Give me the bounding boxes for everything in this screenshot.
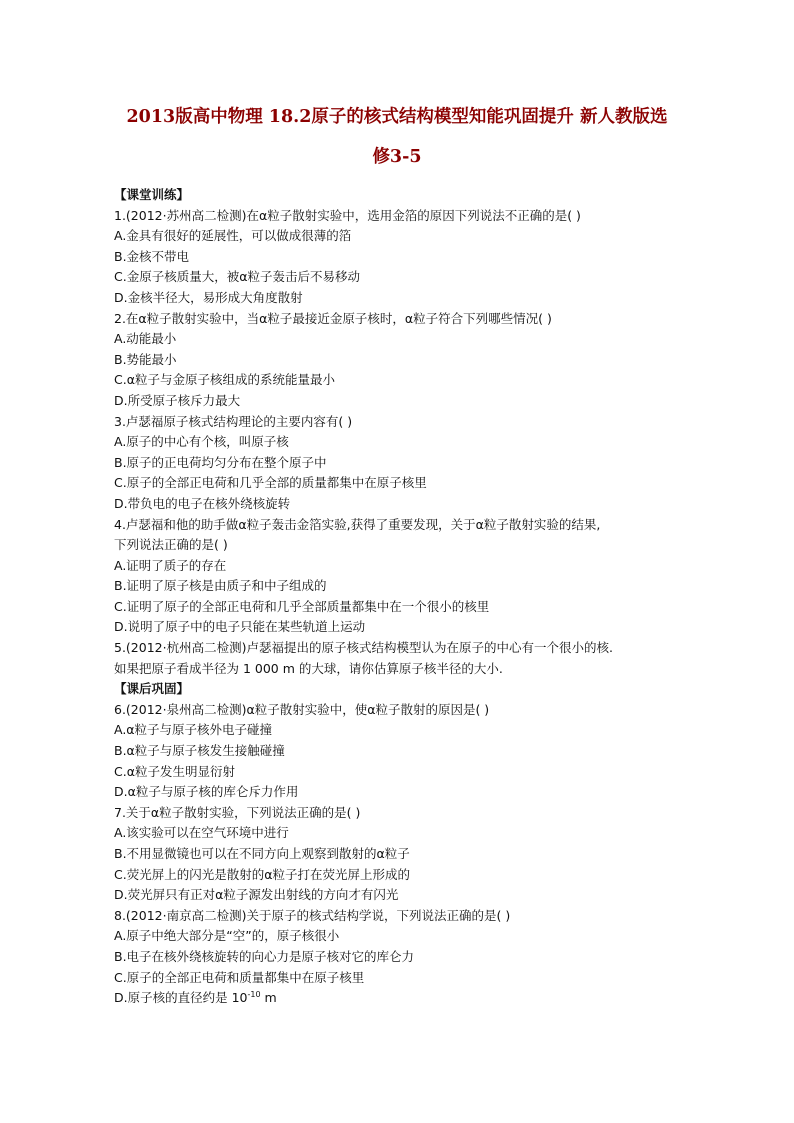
question-6-option-c: C.α粒子发生明显衍射 xyxy=(114,763,235,779)
question-2-option-b: B.势能最小 xyxy=(114,351,177,367)
document-title-line-2: 修3-5 xyxy=(372,147,422,167)
question-4-stem-line-1: 4.卢瑟福和他的助手做α粒子轰击金箔实验,获得了重要发现，关于α粒子散射实验的结果, xyxy=(114,516,601,532)
section-heading-after-class: 【课后巩固】 xyxy=(114,681,190,697)
question-3-stem: 3.卢瑟福原子核式结构理论的主要内容有( ) xyxy=(114,413,353,429)
question-8-option-b: B.电子在核外绕核旋转的向心力是原子核对它的库仑力 xyxy=(114,948,415,964)
question-5-stem-line-2: 如果把原子看成半径为 1 000 m 的大球，请你估算原子核半径的大小. xyxy=(114,660,503,676)
question-4-option-a: A.证明了质子的存在 xyxy=(114,557,227,573)
question-1-option-c: C.金原子核质量大，被α粒子轰击后不易移动 xyxy=(114,269,360,285)
question-1-stem: 1.(2012·苏州高二检测)在α粒子散射实验中，选用金箔的原因下列说法不正确的是( ) xyxy=(114,207,581,223)
question-3-option-c: C.原子的全部正电荷和几乎全部的质量都集中在原子核里 xyxy=(114,475,427,491)
question-3-option-b: B.原子的正电荷均匀分布在整个原子中 xyxy=(114,454,327,470)
question-8-option-d-exponent: -10 xyxy=(247,990,261,1000)
question-1-option-d: D.金核半径大，易形成大角度散射 xyxy=(114,289,303,305)
question-7-option-d: D.荧光屏只有正对α粒子源发出射线的方向才有闪光 xyxy=(114,887,399,903)
question-8-stem: 8.(2012·南京高二检测)关于原子的核式结构学说，下列说法正确的是( ) xyxy=(114,907,511,923)
question-7-option-c: C.荧光屏上的闪光是散射的α粒子打在荧光屏上形成的 xyxy=(114,866,410,882)
question-7-option-b: B.不用显微镜也可以在不同方向上观察到散射的α粒子 xyxy=(114,846,410,861)
question-6-option-b: B.α粒子与原子核发生接触碰撞 xyxy=(114,743,285,759)
question-4-option-c: C.证明了原子的全部正电荷和几乎全部质量都集中在一个很小的核里 xyxy=(114,598,490,614)
question-5-stem-line-1: 5.(2012·杭州高二检测)卢瑟福提出的原子核式结构模型认为在原子的中心有一个很小的核. xyxy=(114,640,613,656)
question-2-option-a: A.动能最小 xyxy=(114,331,177,347)
question-4-option-d: D.说明了原子中的电子只能在某些轨道上运动 xyxy=(114,619,366,635)
section-heading-class-training: 【课堂训练】 xyxy=(114,187,190,202)
question-7-stem: 7.关于α粒子散射实验，下列说法正确的是( ) xyxy=(114,804,361,820)
question-8-option-d xyxy=(114,988,704,1009)
question-7-option-a: A.该实验可以在空气环境中进行 xyxy=(114,825,289,841)
question-1-option-a: A.金具有很好的延展性，可以做成很薄的箔 xyxy=(114,228,352,244)
question-8-option-a: A.原子中绝大部分是“空”的，原子核很小 xyxy=(114,928,340,944)
question-8-option-d-prefix: D.原子核的直径约是 10 xyxy=(114,990,248,1006)
question-2-stem: 2.在α粒子散射实验中，当α粒子最接近金原子核时，α粒子符合下列哪些情况( ) xyxy=(114,310,552,326)
question-2-option-d: D.所受原子核斥力最大 xyxy=(114,392,241,408)
question-3-option-a: A.原子的中心有个核，叫原子核 xyxy=(114,434,289,450)
question-1-option-b: B.金核不带电 xyxy=(114,248,190,264)
question-4-option-b: B.证明了原子核是由质子和中子组成的 xyxy=(114,578,327,594)
question-6-option-d: D.α粒子与原子核的库仑斥力作用 xyxy=(114,784,299,800)
question-4-stem-line-2: 下列说法正确的是( ) xyxy=(114,537,228,553)
question-8-option-d-unit: m xyxy=(260,990,277,1006)
question-6-option-a: A.α粒子与原子核外电子碰撞 xyxy=(114,722,273,738)
question-8-option-c: C.原子的全部正电荷和质量都集中在原子核里 xyxy=(114,969,365,985)
question-2-option-c: C.α粒子与金原子核组成的系统能量最小 xyxy=(114,372,335,388)
question-6-stem: 6.(2012·泉州高二检测)α粒子散射实验中，使α粒子散射的原因是( ) xyxy=(114,701,490,717)
question-3-option-d: D.带负电的电子在核外绕核旋转 xyxy=(114,495,291,511)
document-body xyxy=(114,185,704,1009)
document-title-line-1: 2013版高中物理 18.2原子的核式结构模型知能巩固提升 新人教版选 xyxy=(126,107,668,127)
